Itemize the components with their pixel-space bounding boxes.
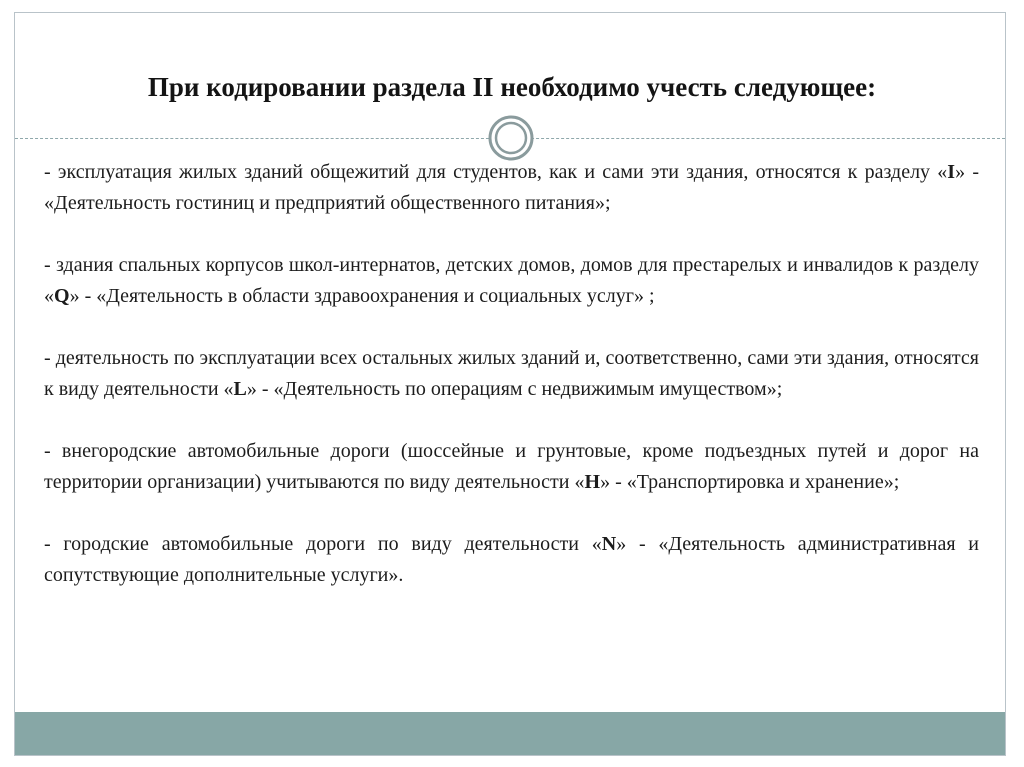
item-text-after: » - «Транспортировка и хранение»; [600,470,900,493]
item-text-before: - деятельность по эксплуатации всех остальных жилых зданий и, соответственно, сами эти здания, относятся к виду деятельности « [44,347,979,400]
footer-band [15,712,1005,755]
slide-body [44,157,979,590]
item-text-after: » - «Деятельность гостиниц и предприятий общественного питания»; [44,161,979,214]
activity-code: N [601,533,617,555]
ring-ornament-icon [487,114,535,162]
activity-code: H [584,470,601,493]
list-item [44,343,979,404]
list-item [44,529,979,590]
list-item [44,157,979,218]
item-text-before: - городские автомобильные дороги по виду деятельности « [44,533,602,555]
item-text-before: - внегородские автомобильные дороги (шоссейные и грунтовые, кроме подъездных путей и дорог на территории организации) учитываются по виду деятельности « [44,440,979,493]
activity-code: L [233,377,247,400]
item-text-before: - эксплуатация жилых зданий общежитий для студентов, как и сами эти здания, относятся к разделу « [44,161,948,183]
activity-code: I [947,161,956,183]
slide-title: При кодировании раздела II необходимо учесть следующее: [147,72,877,102]
item-text-before: - здания спальных корпусов школ-интернатов, детских домов, домов для престарелых и инвалидов к разделу « [44,254,979,307]
list-item [44,250,979,311]
list-item [44,436,979,497]
item-text-after: » - «Деятельность по операциям с недвижимым имуществом»; [246,377,783,400]
activity-code: Q [54,284,70,307]
item-text-after: » - «Деятельность в области здравоохранения и социальных услуг» ; [69,284,655,307]
item-text-after: » - «Деятельность административная и сопутствующие дополнительные услуги». [44,533,979,586]
